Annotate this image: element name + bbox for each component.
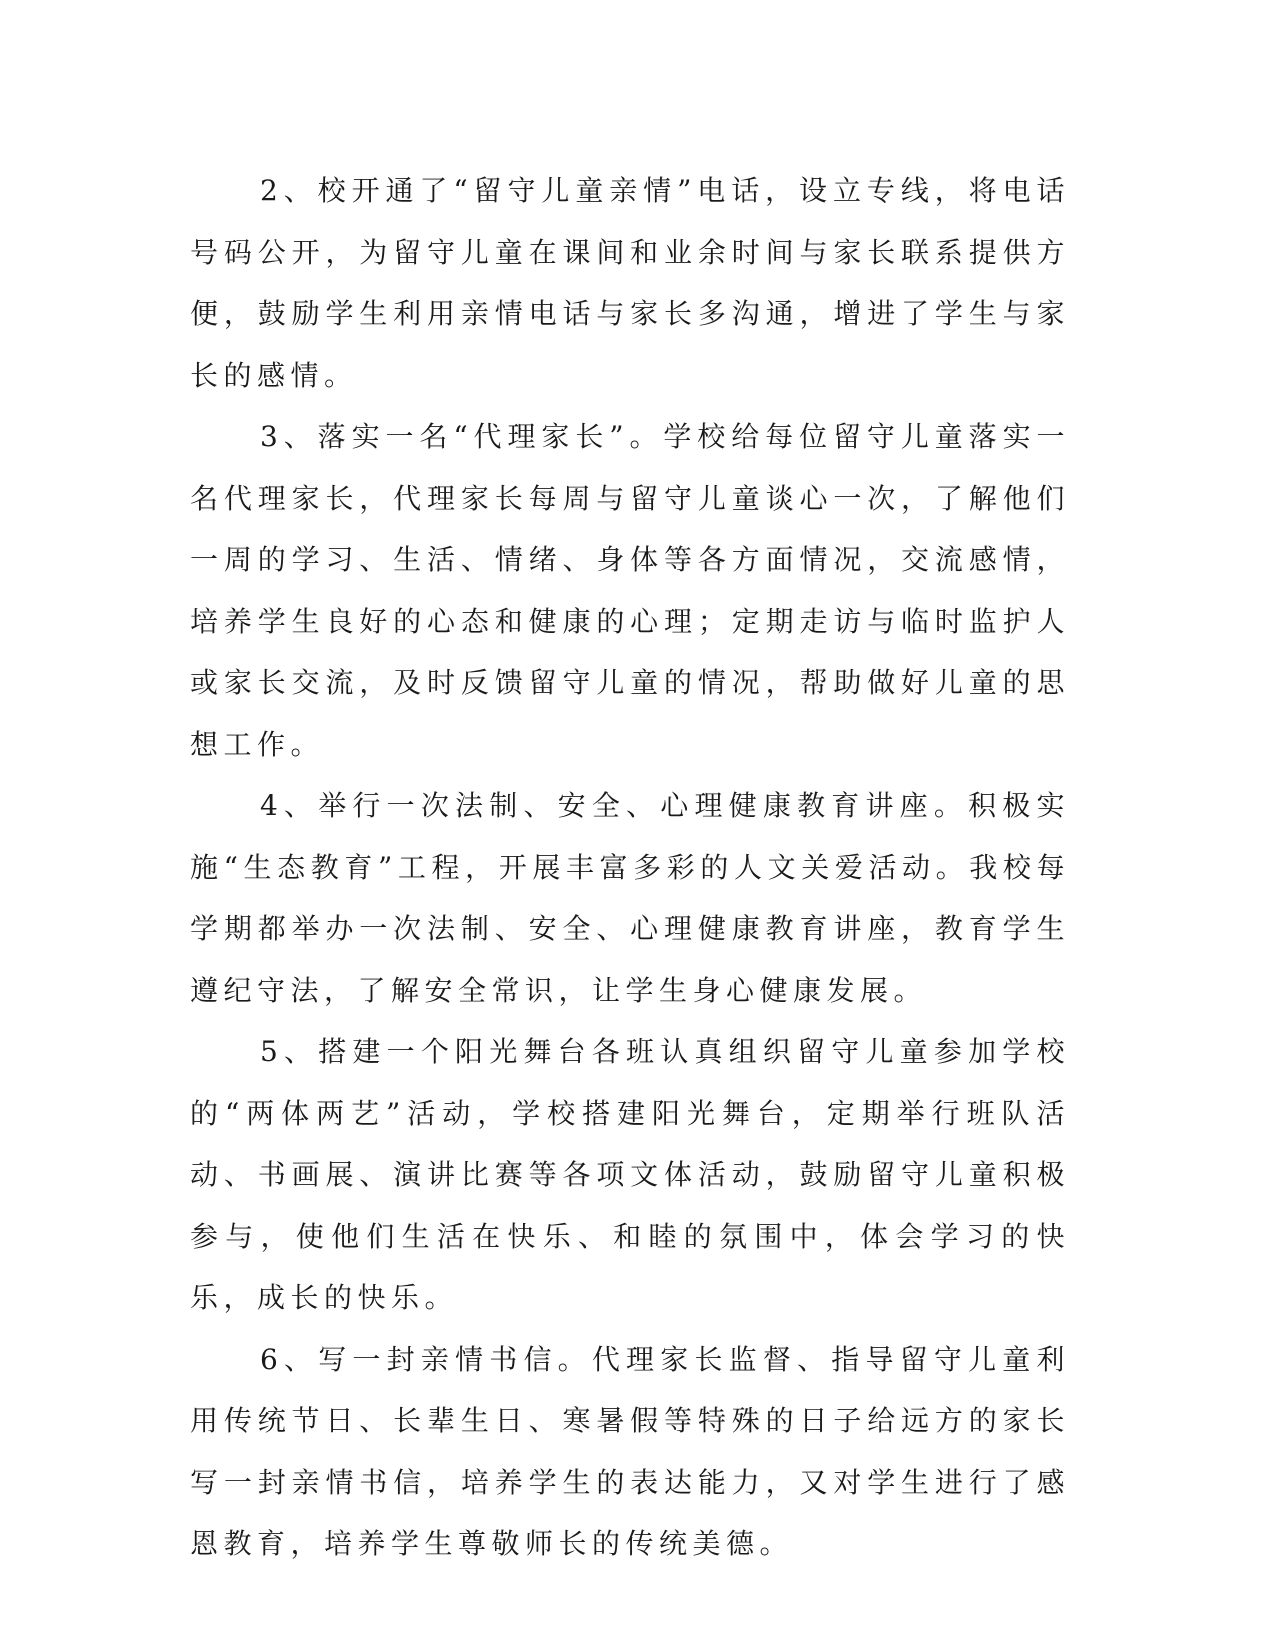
paragraph-item-2: 2、校开通了“留守儿童亲情”电话，设立专线，将电话号码公开，为留守儿童在课间和业余时间与家长联系提供方便，鼓励学生利用亲情电话与家长多沟通，增进了学生与家长的感情。 [190,174,1070,392]
paragraph-item-4: 4、举行一次法制、安全、心理健康教育讲座。积极实施“生态教育”工程，开展丰富多彩的人文关爱活动。我校每学期都举办一次法制、安全、心理健康教育讲座，教育学生遵纪守法，了解安全常识，让学生身心健康发展。 [190,789,1070,1007]
paragraph-item-5: 5、搭建一个阳光舞台各班认真组织留守儿童参加学校的“两体两艺”活动，学校搭建阳光舞台，定期举行班队活动、书画展、演讲比赛等各项文体活动，鼓励留守儿童积极参与，使他们生活在快乐、和睦的氛围中，体会学习的快乐，成长的快乐。 [190,1035,1070,1314]
paragraph-item-3: 3、落实一名“代理家长”。学校给每位留守儿童落实一名代理家长，代理家长每周与留守儿童谈心一次，了解他们一周的学习、生活、情绪、身体等各方面情况，交流感情，培养学生良好的心态和健康的心理；定期走访与临时监护人或家长交流，及时反馈留守儿童的情况，帮助做好儿童的思想工作。 [190,420,1070,761]
paragraph-item-6: 6、写一封亲情书信。代理家长监督、指导留守儿童利用传统节日、长辈生日、寒暑假等特殊的日子给远方的家长写一封亲情书信，培养学生的表达能力，又对学生进行了感恩教育，培养学生尊敬师长的传统美德。 [190,1342,1070,1560]
document-body [190,160,1070,1575]
